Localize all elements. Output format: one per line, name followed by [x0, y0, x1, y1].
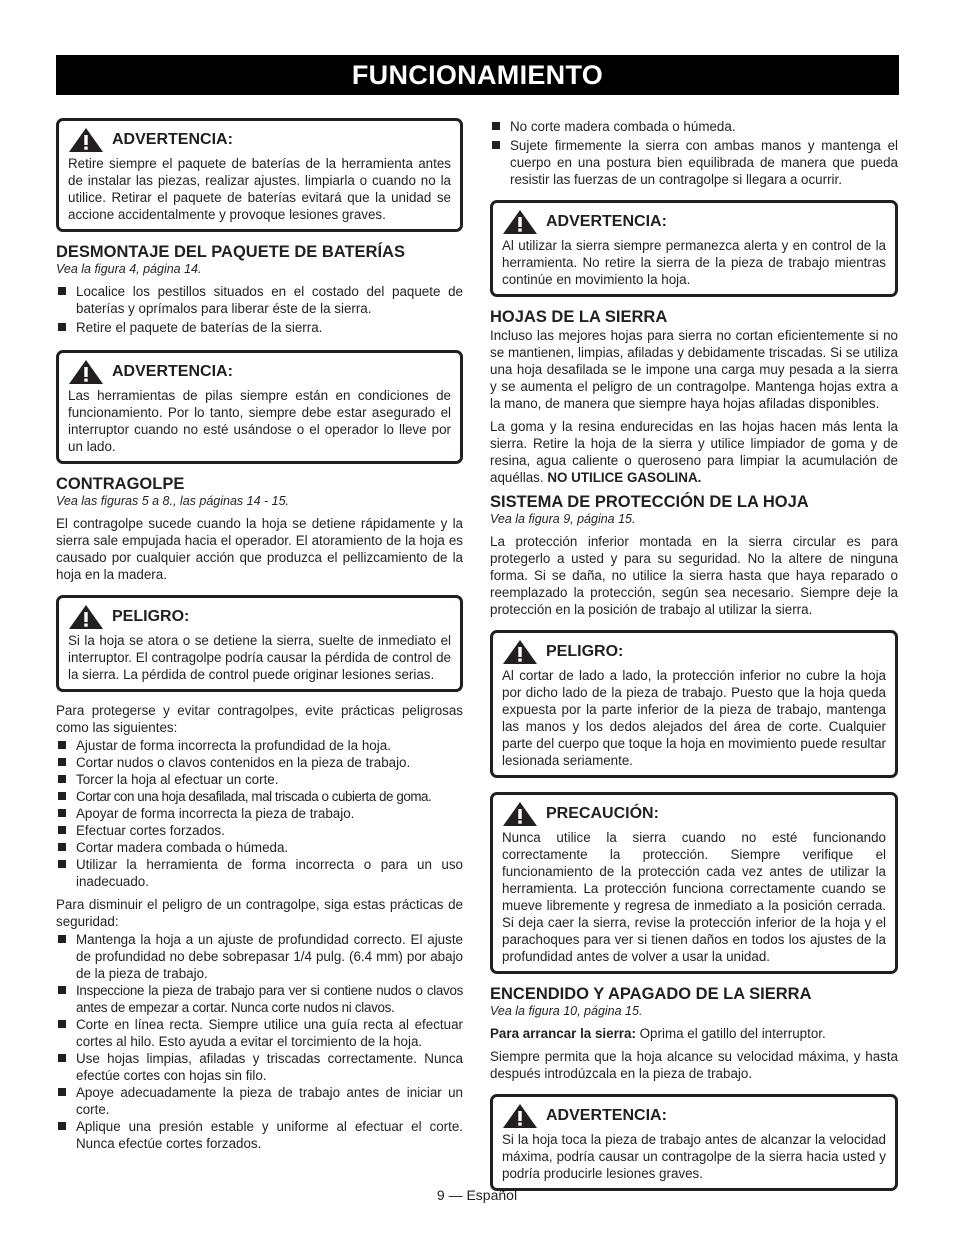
warning-text: Si la hoja toca la pieza de trabajo antes de alcanzar la velocidad máxima, podría causar un contragolpe de la sierra hacia usted y podría producirle lesiones graves. — [502, 1132, 886, 1181]
no-gasoline-warning: NO UTILICE GASOLINA. — [547, 470, 702, 485]
list-item: No corte madera combada o húmeda. — [490, 118, 898, 135]
list-item: Corte en línea recta. Siempre utilice una guía recta al efectuar cortes al hilo. Esto ayuda a evitar el torcimiento de la hoja. — [56, 1016, 463, 1050]
danger-title: PELIGRO: — [546, 643, 624, 660]
list-item: Apoye adecuadamente la pieza de trabajo antes de iniciar un corte. — [56, 1084, 463, 1118]
section-heading-kickback: CONTRAGOLPE — [56, 475, 185, 493]
list-item: Inspeccione la pieza de trabajo para ver si contiene nudos o clavos antes de empezar a cortar. Nunca corte nudos ni clavos. — [56, 982, 463, 1016]
warning-text: Las herramientas de pilas siempre están en condiciones de funcionamiento. Por lo tanto, siempre debe estar asegurado el interruptor cuando no esté usándose o el operador lo lleve por un lado. — [68, 388, 451, 454]
list-item: Utilizar la herramienta de forma incorrecta o para un uso inadecuado. — [56, 856, 463, 890]
list-item: Mantenga la hoja a un ajuste de profundidad correcto. El ajuste de profundidad no debe sobrepasar 1/4 pulg. (6.4 mm) por abajo de la pieza de trabajo. — [56, 931, 463, 982]
onoff-paragraph: Siempre permita que la hoja alcance su velocidad máxima, y hasta después introdúzcala en la pieza de trabajo. — [490, 1049, 898, 1081]
blades-paragraph-2: La goma y la resina endurecidas en las hojas hacen más lenta la sierra. Retire la hoja de la sierra y utilice limpiador de goma y de resina, agua caliente o queroseno para limpiar la acumulación de aquéllas. NO UTILICE GASOLINA. — [490, 419, 898, 485]
list-item: Retire el paquete de baterías de la sierra. — [56, 319, 463, 336]
warning-text: Al utilizar la sierra siempre permanezca alerta y en control de la herramienta. No retire la sierra de la pieza de trabajo mientras continúe en movimiento la hoja. — [502, 238, 886, 287]
danger-box-guard — [490, 630, 898, 778]
warning-triangle-icon — [502, 209, 538, 235]
battery-steps-list — [56, 283, 463, 336]
danger-text: Al cortar de lado a lado, la protección inferior no cubre la hoja por dicho lado de la pieza de trabajo. Puesto que la hoja queda expuesta por la parte inferior de la pieza de trabajo, mantenga las manos y los dedos alejados del área de corte. Cualquier parte del cuerpo que toque la hoja en movimiento puede resultar lesionada seriamente. — [502, 668, 886, 768]
warning-triangle-icon — [502, 801, 538, 827]
caution-box-guard — [490, 792, 898, 974]
avoid-intro: Para protegerse y evitar contragolpes, evite prácticas peligrosas como las siguientes: — [56, 703, 463, 735]
danger-title: PELIGRO: — [112, 608, 190, 625]
list-item: Sujete firmemente la sierra con ambas manos y mantenga el cuerpo en una postura bien equilibrada de manera que pueda resistir las fuerzas de un contragolpe si llegara a ocurrir. — [490, 137, 898, 188]
warning-title: ADVERTENCIA: — [112, 363, 233, 380]
section-heading-guard: SISTEMA DE PROTECCIÓN DE LA HOJA — [490, 493, 809, 511]
reduce-list — [56, 931, 463, 1152]
reduce-intro: Para disminuir el peligro de un contragolpe, siga estas prácticas de seguridad: — [56, 897, 463, 929]
warning-text: Retire siempre el paquete de baterías de la herramienta antes de instalar las piezas, realizar ajustes. limpiarla o cuando no la utilice. Retirar el paquete de baterías evitará que la unidad se accione accidentalmente y provoque lesiones graves. — [68, 156, 451, 222]
blades-paragraph-1: Incluso las mejores hojas para sierra no cortan eficientemente si no se mantienen, limpias, afiladas y debidamente triscadas. Si se utiliza una hoja desafilada se le impone una carga muy pesada a la sierra y se aumenta el peligro de un contragolpe. Mantenga hojas extra a la mano, de manera que siempre haya hojas afiladas disponibles. — [490, 328, 898, 411]
list-item: Ajustar de forma incorrecta la profundidad de la hoja. — [56, 737, 463, 754]
figure-reference: Vea la figura 9, página 15. — [490, 512, 636, 526]
caution-text: Nunca utilice la sierra cuando no esté funcionando correctamente la protección. Siempre verifique el funcionamiento de la protección cada vez antes de utilizar la herramienta. La protección funciona correctamente cuando se mueve libremente y regresa de inmediato a la posición cerrada. Si deja caer la sierra, revise la protección inferior de la hoja y el parachoques para ver si tienen daños en todos los ajustes de la profundidad antes de volver a usar la unidad. — [502, 830, 886, 964]
warning-triangle-icon — [68, 359, 104, 385]
list-item: Cortar con una hoja desafilada, mal triscada o cubierta de goma. — [56, 788, 463, 805]
list-item: Cortar nudos o clavos contenidos en la pieza de trabajo. — [56, 754, 463, 771]
list-item: Apoyar de forma incorrecta la pieza de trabajo. — [56, 805, 463, 822]
warning-title: ADVERTENCIA: — [112, 131, 233, 148]
section-heading-onoff: ENCENDIDO Y APAGADO DE LA SIERRA — [490, 985, 812, 1003]
figure-reference: Vea la figura 10, página 15. — [490, 1004, 643, 1018]
warning-triangle-icon — [68, 127, 104, 153]
section-heading-battery: DESMONTAJE DEL PAQUETE DE BATERÍAS — [56, 243, 405, 261]
danger-text: Si la hoja se atora o se detiene la sierra, suelte de inmediato el interruptor. El contragolpe podría causar la pérdida de control de la sierra. La pérdida de control puede originar lesiones serias. — [68, 633, 451, 682]
list-item: Efectuar cortes forzados. — [56, 822, 463, 839]
caution-title: PRECAUCIÓN: — [546, 805, 659, 822]
list-item: Use hojas limpias, afiladas y triscadas correctamente. Nunca efectúe cortes con hojas sin filo. — [56, 1050, 463, 1084]
right-column — [490, 118, 898, 1201]
kickback-paragraph: El contragolpe sucede cuando la hoja se detiene rápidamente y la sierra sale empujada hacia el operador. El atoramiento de la hoja es causado por cualquier acción que produzca el pellizcamiento de la hoja en la madera. — [56, 516, 463, 582]
warning-box-speed — [490, 1094, 898, 1191]
warning-triangle-icon — [502, 639, 538, 665]
warning-title: ADVERTENCIA: — [546, 1107, 667, 1124]
list-item: Torcer la hoja al efectuar un corte. — [56, 771, 463, 788]
warning-box-battery — [56, 118, 463, 232]
kickback-list-continued — [490, 118, 898, 188]
list-item: Aplique una presión estable y uniforme al efectuar el corte. Nunca efectúe cortes forzados. — [56, 1118, 463, 1152]
start-instruction: Para arrancar la sierra: Oprima el gatillo del interruptor. — [490, 1026, 826, 1041]
warning-box-switch — [56, 350, 463, 464]
list-item: Cortar madera combada o húmeda. — [56, 839, 463, 856]
page-number: 9 — Español — [436, 1187, 518, 1203]
avoid-list — [56, 737, 463, 890]
warning-triangle-icon — [68, 604, 104, 630]
list-item: Localice los pestillos situados en el costado del paquete de baterías y oprímalos para liberar éste de la sierra. — [56, 283, 463, 317]
left-column — [56, 118, 463, 1158]
figure-reference: Vea las figuras 5 a 8., las páginas 14 - 15. — [56, 494, 290, 508]
guard-paragraph: La protección inferior montada en la sierra circular es para protegerlo a usted y para su seguridad. No la altere de ninguna forma. Si se daña, no utilice la sierra hasta que haya reparado o reemplazado la protección, según sea necesario. Siempre deje la protección en la posición de trabajo al utilizar la sierra. — [490, 534, 898, 617]
section-heading-blades: HOJAS DE LA SIERRA — [490, 308, 668, 326]
figure-reference: Vea la figura 4, página 14. — [56, 262, 202, 276]
danger-box-kickback — [56, 595, 463, 692]
page-title: FUNCIONAMIENTO — [56, 55, 899, 95]
warning-box-alert — [490, 200, 898, 297]
warning-triangle-icon — [502, 1103, 538, 1129]
warning-title: ADVERTENCIA: — [546, 213, 667, 230]
